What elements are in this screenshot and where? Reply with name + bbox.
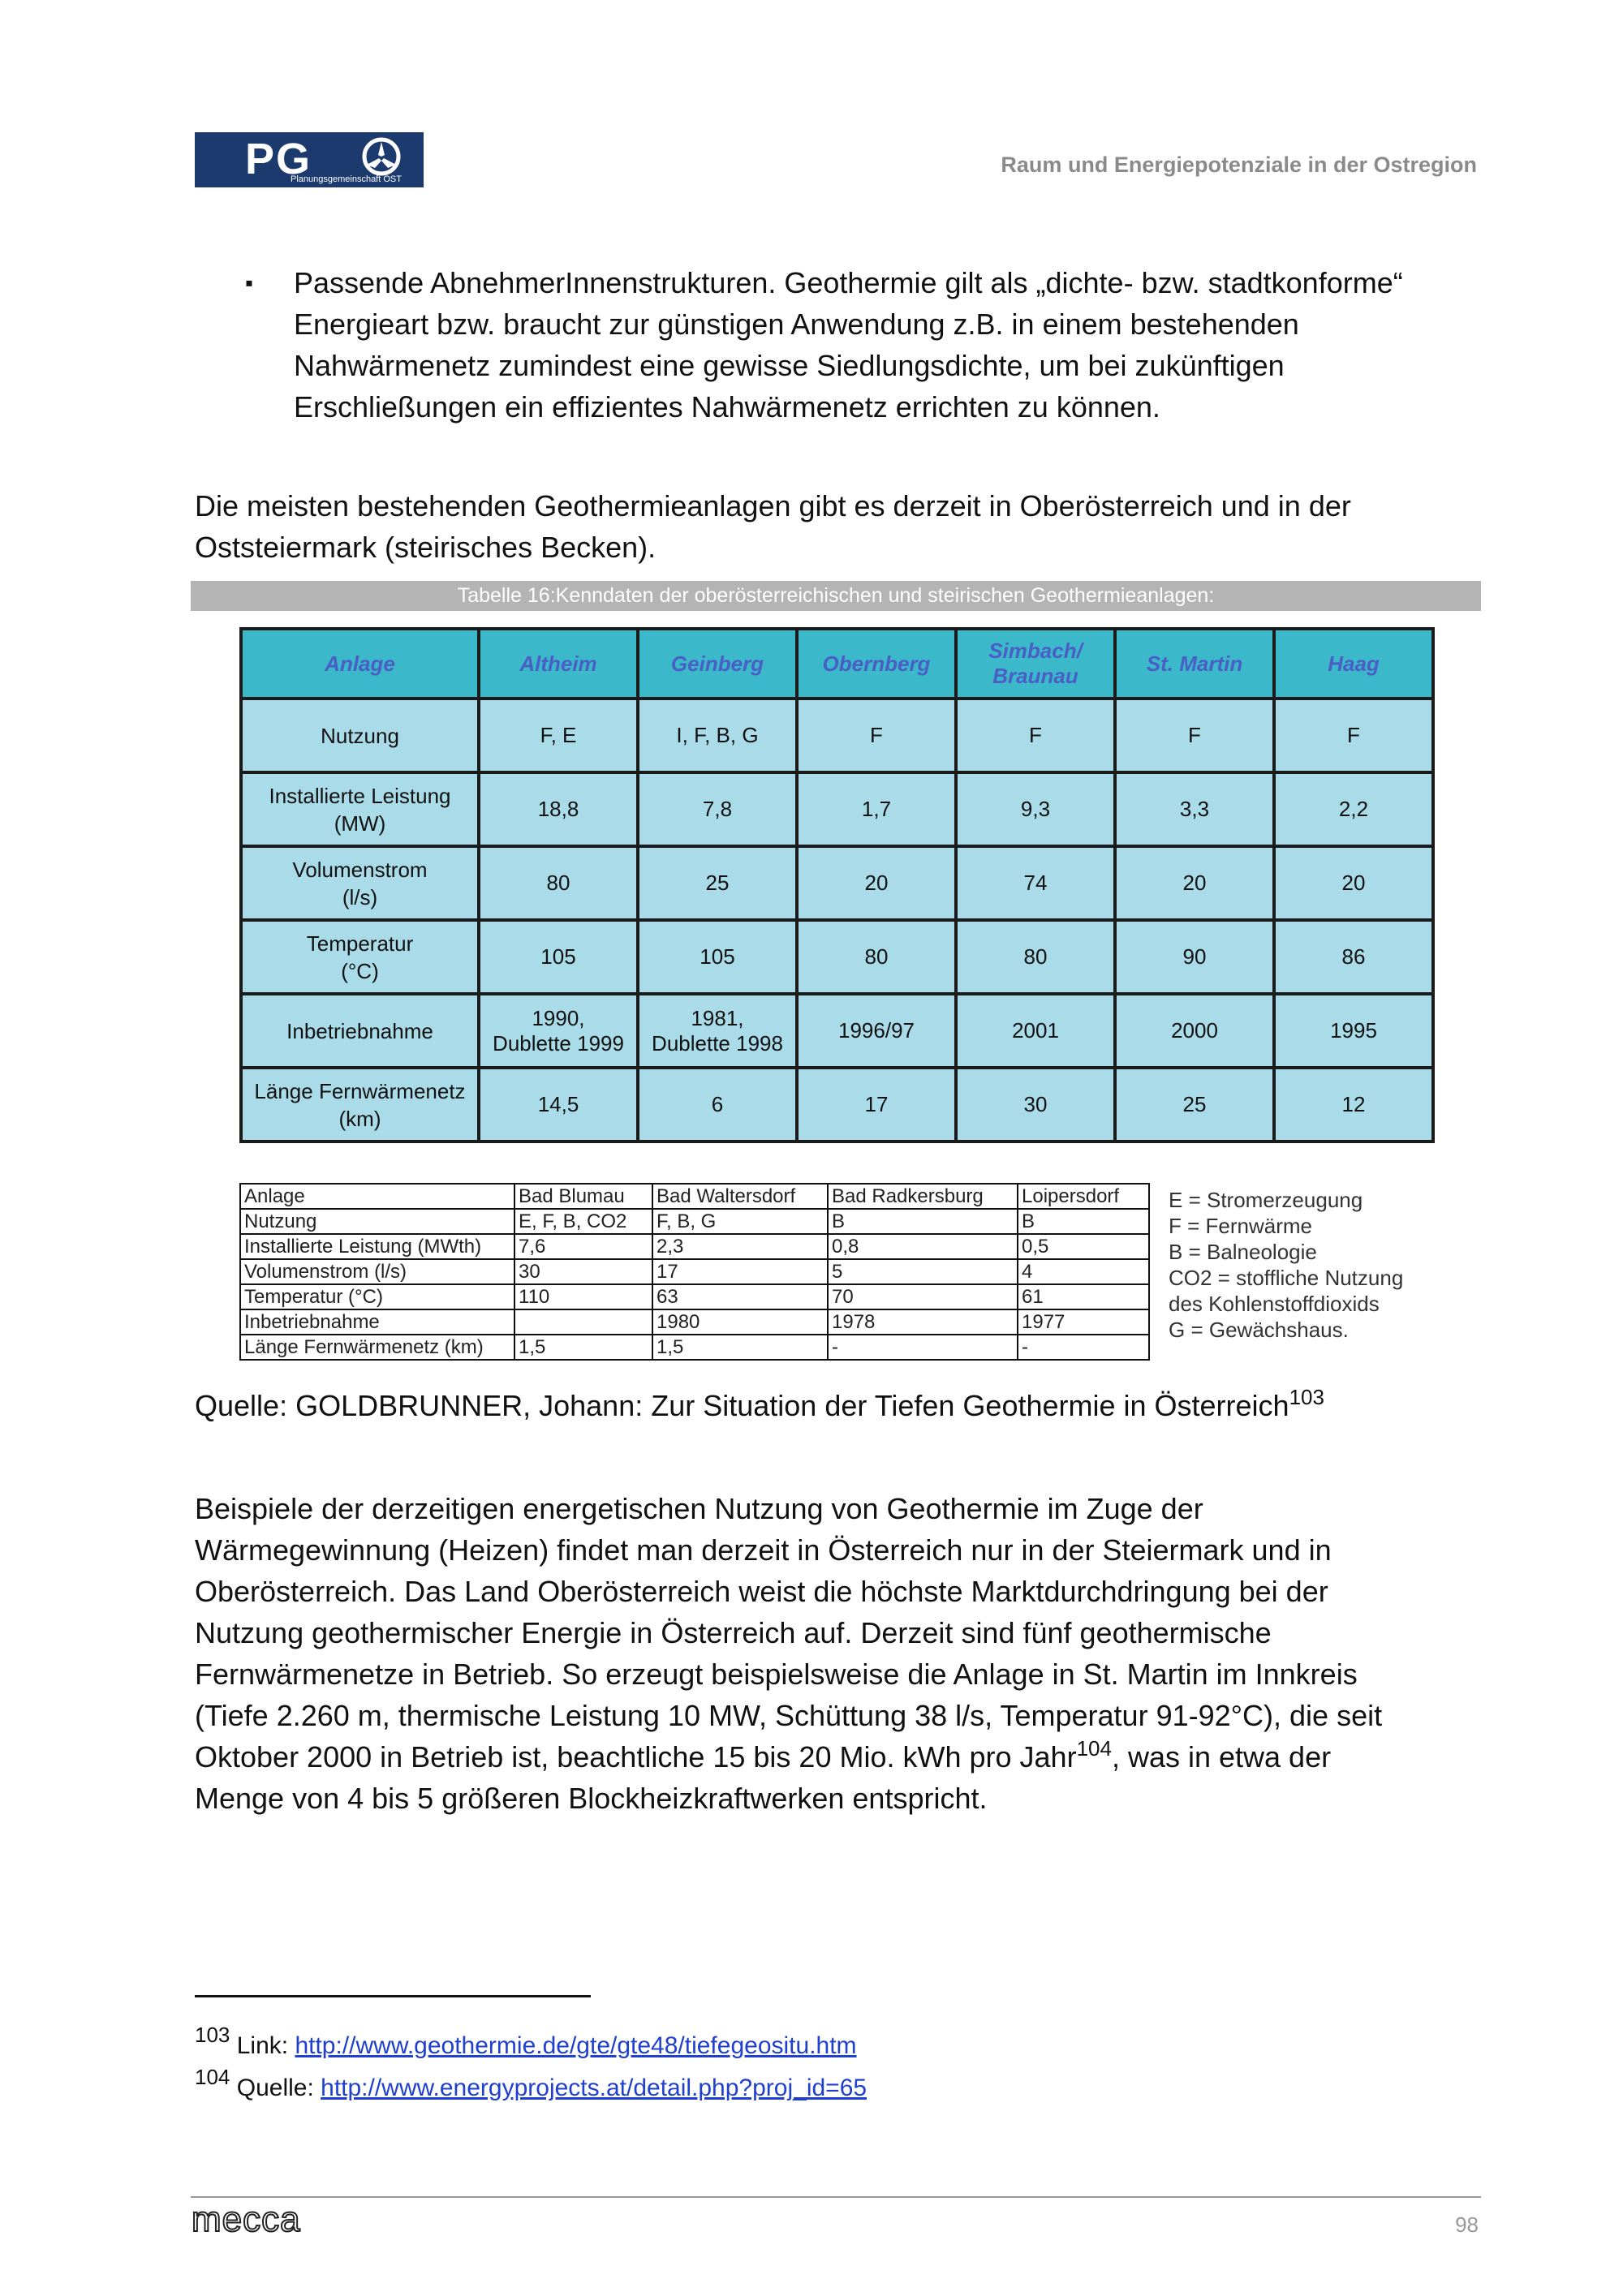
text-span: , was in etwa der [1111, 1740, 1332, 1774]
footnote-label: Link: [236, 2032, 289, 2059]
table-cell: 1978 [828, 1309, 1018, 1335]
footnote-separator [195, 1995, 591, 1997]
table-cell: Nutzung [240, 1209, 514, 1234]
text-line: Die meisten bestehenden Geothermieanlagen gibt es derzeit in Oberösterreich und in der [195, 489, 1351, 522]
bullet-text [294, 262, 1479, 428]
row-label-line: Installierte Leistung [269, 783, 451, 808]
header-cell: Altheim [479, 629, 638, 699]
table-cell: 86 [1274, 920, 1433, 994]
cell-line: Dublette 1999 [493, 1030, 624, 1056]
header-cell [956, 629, 1115, 699]
cell-line: 1981, [691, 1005, 744, 1030]
paragraph-intro [195, 485, 1479, 568]
legend-line: des Kohlenstoffdioxids [1169, 1292, 1380, 1316]
table-row [240, 1209, 1149, 1234]
table-cell [638, 994, 797, 1068]
table-cell: - [828, 1335, 1018, 1360]
table-cell: - [1018, 1335, 1149, 1360]
text-line: Fernwärmenetze in Betrieb. So erzeugt beispielsweise die Anlage in St. Martin im Innkreis [195, 1658, 1358, 1691]
table-row [240, 1309, 1149, 1335]
table-cell: 6 [638, 1068, 797, 1142]
row-label [241, 920, 479, 994]
table-cell: F [1274, 699, 1433, 772]
table-row [241, 1068, 1433, 1142]
footnote-number: 104 [195, 2065, 230, 2089]
text-line: Nahwärmenetz zumindest eine gewisse Siedlungsdichte, um bei zukünftigen [294, 349, 1285, 382]
table-cell: 1,5 [652, 1335, 828, 1360]
text-line: Energieart bzw. braucht zur günstigen Anwendung z.B. in einem bestehenden [294, 307, 1299, 341]
row-label-unit: (°C) [341, 958, 379, 983]
pg-logo-subtitle: Planungsgemeinschaft OST [291, 174, 402, 184]
table-cell: 0,5 [1018, 1234, 1149, 1259]
table-cell: 1996/97 [797, 994, 956, 1068]
table-cell: 80 [956, 920, 1115, 994]
footnote-103 [195, 2023, 857, 2060]
row-label-unit: (l/s) [342, 884, 378, 909]
table-cell: 105 [638, 920, 797, 994]
text-line [195, 1736, 1479, 1778]
footnote-ref[interactable]: 104 [1076, 1736, 1112, 1761]
table-cell: F [797, 699, 956, 772]
header-line: Simbach/ [988, 638, 1083, 663]
header-cell: Anlage [241, 629, 479, 699]
bullet-marker: ▪ [245, 270, 253, 295]
page-number: 98 [1455, 2212, 1479, 2237]
table-cell: 1,5 [514, 1335, 652, 1360]
table-row [240, 1284, 1149, 1309]
table-row [241, 920, 1433, 994]
header-line: Braunau [992, 664, 1078, 688]
paragraph-usage [195, 1488, 1479, 1819]
table-cell: E, F, B, CO2 [514, 1209, 652, 1234]
text-line: Oststeiermark (steirisches Becken). [195, 531, 657, 564]
source-line [195, 1385, 1324, 1423]
cell-line: Dublette 1998 [652, 1030, 783, 1056]
table-cell [514, 1309, 652, 1335]
table-row [240, 1335, 1149, 1360]
table-cell: 1995 [1274, 994, 1433, 1068]
table-legend [1169, 1187, 1403, 1343]
table-cell: 20 [1274, 846, 1433, 920]
table-cell: Inbetriebnahme [240, 1309, 514, 1335]
header-title: Raum und Energiepotenziale in der Ostregion [1001, 153, 1477, 177]
table-cell: F, B, G [652, 1209, 828, 1234]
table-cell: 17 [652, 1259, 828, 1284]
table-cell: Bad Waltersdorf [652, 1184, 828, 1209]
row-label: Inbetriebnahme [241, 994, 479, 1068]
table-cell: I, F, B, G [638, 699, 797, 772]
table-row [241, 846, 1433, 920]
table-row [241, 994, 1433, 1068]
table-cell: Temperatur (°C) [240, 1284, 514, 1309]
table-row [241, 772, 1433, 846]
table-cell: 18,8 [479, 772, 638, 846]
table-row [241, 699, 1433, 772]
table-cell: 80 [797, 920, 956, 994]
table-cell: 12 [1274, 1068, 1433, 1142]
row-label-unit: (MW) [334, 810, 386, 836]
footnote-link[interactable]: http://www.geothermie.de/gte/gte48/tiefegeositu.htm [295, 2032, 857, 2059]
footnote-label: Quelle: [236, 2075, 314, 2101]
table-row [240, 1184, 1149, 1209]
table-cell: 105 [479, 920, 638, 994]
text-line: Erschließungen ein effizientes Nahwärmenetz errichten zu können. [294, 390, 1160, 424]
table-cell: F [1115, 699, 1274, 772]
table-cell: 20 [1115, 846, 1274, 920]
table-cell: 3,3 [1115, 772, 1274, 846]
table-row [240, 1259, 1149, 1284]
mecca-logo-text: mecca [192, 2202, 301, 2239]
footnote-number: 103 [195, 2023, 230, 2047]
table-cell: 7,6 [514, 1234, 652, 1259]
table-cell: B [828, 1209, 1018, 1234]
table-cell: 5 [828, 1259, 1018, 1284]
mecca-logo [190, 2202, 368, 2239]
table-header-row [241, 629, 1433, 699]
text-line: Oberösterreich. Das Land Oberösterreich weist die höchste Marktdurchdringung bei der [195, 1575, 1328, 1608]
table-caption: Tabelle 16:Kenndaten der oberösterreichischen und steirischen Geothermieanlagen: [191, 581, 1481, 611]
table-cell: 74 [956, 846, 1115, 920]
footer-rule [191, 2196, 1481, 2198]
legend-line: E = Stromerzeugung [1169, 1188, 1363, 1212]
table-cell: 9,3 [956, 772, 1115, 846]
table-cell: 1980 [652, 1309, 828, 1335]
table-cell: 20 [797, 846, 956, 920]
text-line: Beispiele der derzeitigen energetischen Nutzung von Geothermie im Zuge der [195, 1492, 1203, 1525]
table-cell: 0,8 [828, 1234, 1018, 1259]
table-cell: 1,7 [797, 772, 956, 846]
table-row [240, 1234, 1149, 1259]
header-cell: Haag [1274, 629, 1433, 699]
table-cell: Anlage [240, 1184, 514, 1209]
table-cell: 4 [1018, 1259, 1149, 1284]
geothermal-main-table [239, 627, 1435, 1143]
table-cell: 7,8 [638, 772, 797, 846]
footnote-link[interactable]: http://www.energyprojects.at/detail.php?proj_id=65 [321, 2075, 867, 2101]
table-cell: 14,5 [479, 1068, 638, 1142]
row-label [241, 1068, 479, 1142]
pg-logo-emblem-icon [357, 135, 406, 178]
table-cell: 110 [514, 1284, 652, 1309]
text-line: Wärmegewinnung (Heizen) findet man derzeit in Österreich nur in der Steiermark und in [195, 1533, 1332, 1567]
pg-logo [195, 132, 424, 187]
table-cell: 80 [479, 846, 638, 920]
cell-line: 1990, [532, 1005, 585, 1030]
header-cell: Geinberg [638, 629, 797, 699]
legend-line: B = Balneologie [1169, 1240, 1317, 1264]
table-cell: Bad Blumau [514, 1184, 652, 1209]
footnote-104 [195, 2065, 867, 2102]
table-cell: 25 [638, 846, 797, 920]
table-cell: Bad Radkersburg [828, 1184, 1018, 1209]
table-cell: 61 [1018, 1284, 1149, 1309]
row-label-line: Volumenstrom [292, 857, 428, 882]
table-cell: 25 [1115, 1068, 1274, 1142]
table-cell: 30 [514, 1259, 652, 1284]
row-label-unit: (km) [338, 1106, 381, 1131]
table-cell: 90 [1115, 920, 1274, 994]
row-label-line: Länge Fernwärmenetz [254, 1078, 466, 1103]
source-text: Quelle: GOLDBRUNNER, Johann: Zur Situation der Tiefen Geothermie in Österreich [195, 1389, 1289, 1422]
table-cell: Länge Fernwärmenetz (km) [240, 1335, 514, 1360]
table-cell: 63 [652, 1284, 828, 1309]
table-cell: Loipersdorf [1018, 1184, 1149, 1209]
row-label-line: Temperatur [306, 931, 414, 956]
table-cell [479, 994, 638, 1068]
row-label: Nutzung [241, 699, 479, 772]
header-cell: St. Martin [1115, 629, 1274, 699]
table-cell: 2001 [956, 994, 1115, 1068]
table-cell: Installierte Leistung (MWth) [240, 1234, 514, 1259]
legend-line: G = Gewächshaus. [1169, 1318, 1349, 1342]
legend-line: CO2 = stoffliche Nutzung [1169, 1266, 1404, 1290]
table-cell: 70 [828, 1284, 1018, 1309]
row-label [241, 846, 479, 920]
header-cell: Obernberg [797, 629, 956, 699]
text-line: Nutzung geothermischer Energie in Österreich auf. Derzeit sind fünf geothermische [195, 1616, 1272, 1649]
row-label [241, 772, 479, 846]
pg-logo-text: PG [245, 135, 312, 183]
text-line: Passende AbnehmerInnenstrukturen. Geothermie gilt als „dichte- bzw. stadtkonforme“ [294, 266, 1403, 299]
table-cell: Volumenstrom (l/s) [240, 1259, 514, 1284]
table-cell: 2000 [1115, 994, 1274, 1068]
table-cell: F [956, 699, 1115, 772]
table-cell: 2,3 [652, 1234, 828, 1259]
table-cell: 2,2 [1274, 772, 1433, 846]
styria-geothermal-table [239, 1183, 1150, 1361]
text-span: Oktober 2000 in Betrieb ist, beachtliche 15 bis 20 Mio. kWh pro Jahr [195, 1740, 1077, 1774]
text-line: (Tiefe 2.260 m, thermische Leistung 10 MW, Schüttung 38 l/s, Temperatur 91-92°C), die seit [195, 1699, 1383, 1732]
table-cell: B [1018, 1209, 1149, 1234]
table-cell: 1977 [1018, 1309, 1149, 1335]
table-cell: F, E [479, 699, 638, 772]
table-cell: 30 [956, 1068, 1115, 1142]
text-line: Menge von 4 bis 5 größeren Blockheizkraftwerken entspricht. [195, 1782, 988, 1815]
table-cell: 17 [797, 1068, 956, 1142]
legend-line: F = Fernwärme [1169, 1214, 1312, 1238]
footnote-ref[interactable]: 103 [1289, 1385, 1324, 1409]
